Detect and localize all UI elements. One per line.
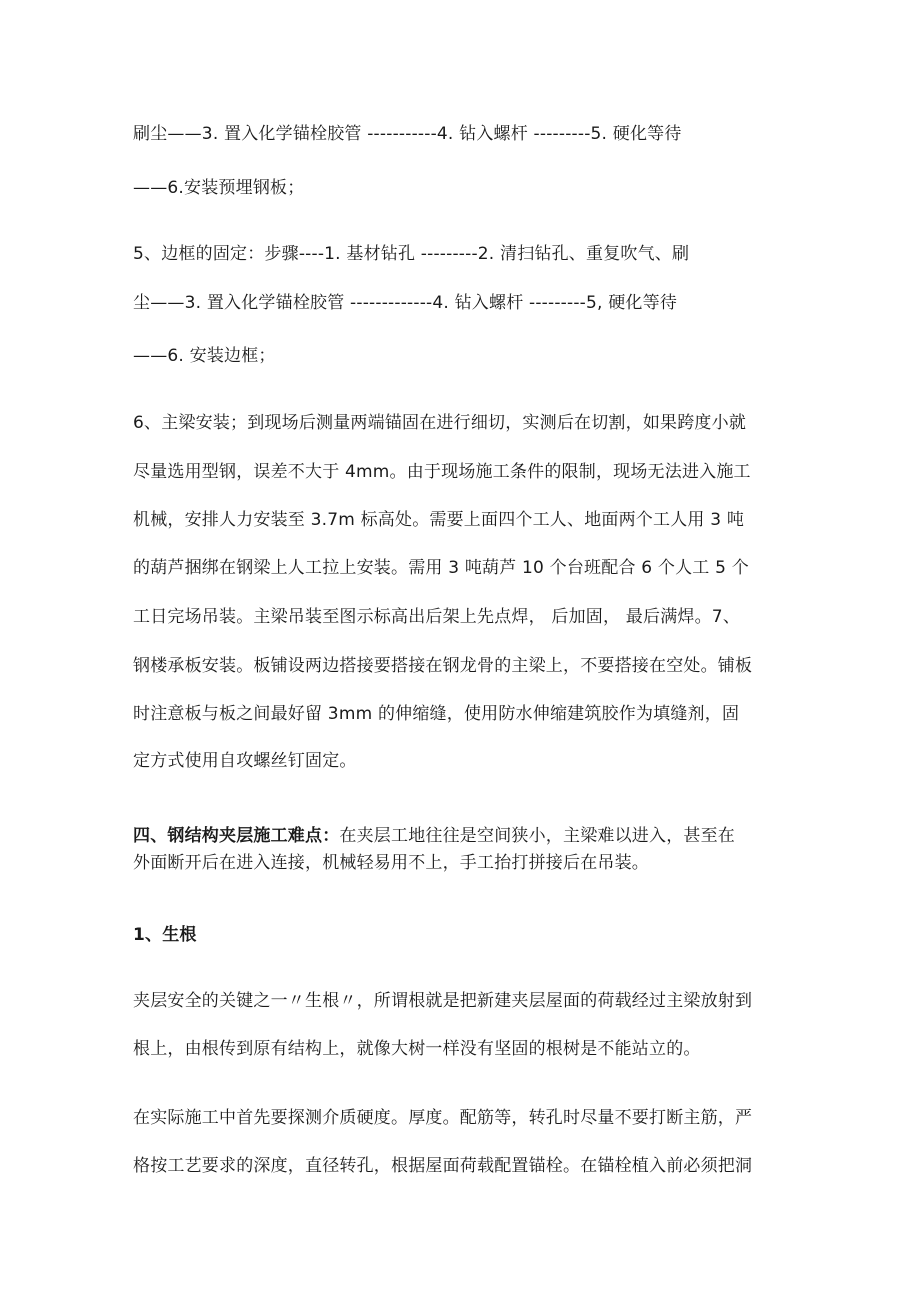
text-line: 钢楼承板安装。板铺设两边搭接要搭接在钢龙骨的主梁上，不要搭接在空处。铺板: [133, 656, 753, 676]
text-line: 定方式使用自攻螺丝钉固定。: [133, 751, 357, 771]
text-line: 外面断开后在进入连接，机械轻易用不上，手工抬打拼接后在吊装。: [133, 853, 649, 873]
subheading-root: 1、生根: [133, 925, 197, 945]
text-line: 夹层安全的关键之一〃生根〃，所谓根就是把新建夹层屋面的荷载经过主梁放射到: [133, 991, 753, 1011]
text-line: 机械，安排人力安装至 3.7m 标高处。需要上面四个工人、地面两个工人用 3 吨: [133, 510, 745, 530]
text-line: 在实际施工中首先要探测介质硬度。厚度。配筋等，转孔时尽量不要打断主筋，严: [133, 1108, 753, 1128]
section-4-text: 在夹层工地往往是空间狭小，主梁难以进入，甚至在: [339, 826, 736, 846]
text-line: 时注意板与板之间最好留 3mm 的伸缩缝，使用防水伸缩建筑胶作为填缝剂，固: [133, 704, 740, 724]
text-line: 工日完场吊装。主梁吊装至图示标高出后架上先点焊， 后加固， 最后满焊。7、: [133, 607, 741, 627]
text-line: 尽量选用型钢，误差不大于 4mm。由于现场施工条件的限制，现场无法进入施工: [133, 462, 751, 482]
text-line: 6、主梁安装；到现场后测量两端锚固在进行细切，实测后在切割，如果跨度小就: [133, 413, 747, 433]
text-line: 的葫芦捆绑在钢梁上人工拉上安装。需用 3 吨葫芦 10 个台班配合 6 个人工 5 个: [133, 558, 749, 578]
text-line: 刷尘——3. 置入化学锚栓胶管 -----------4. 钻入螺杆 ---------5. 硬化等待: [133, 124, 682, 144]
text-line: 尘——3. 置入化学锚栓胶管 -------------4. 钻入螺杆 ---------5, 硬化等待: [133, 293, 678, 313]
text-line: 根上，由根传到原有结构上，就像大树一样没有坚固的根树是不能站立的。: [133, 1039, 701, 1059]
text-line: ——6. 安装边框；: [133, 346, 276, 366]
text-line: 格按工艺要求的深度，直径转孔，根据屋面荷载配置锚栓。在锚栓植入前必须把洞: [133, 1156, 753, 1176]
section-4-heading: 四、钢结构夹层施工难点：: [133, 826, 340, 846]
text-line: 5、边框的固定：步骤----1. 基材钻孔 ---------2. 清扫钻孔、重复吹气、刷: [133, 244, 690, 264]
text-line: ——6.安装预埋钢板；: [133, 178, 305, 198]
section-4-line: [133, 824, 735, 848]
